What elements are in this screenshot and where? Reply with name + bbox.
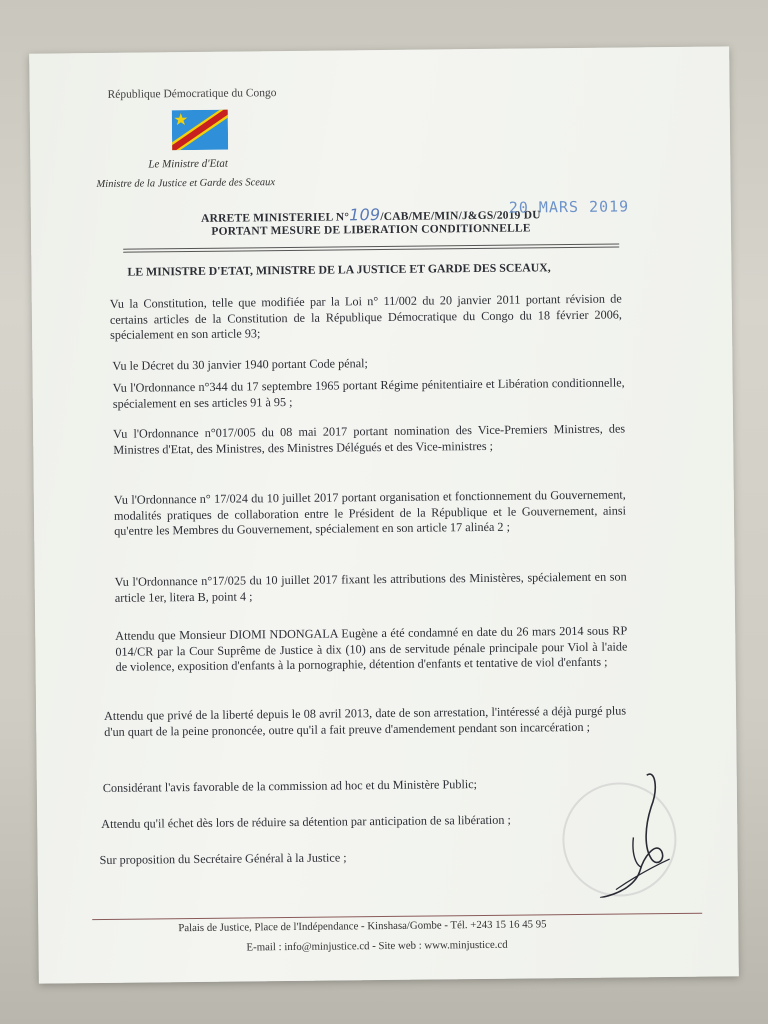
paragraph-ordonnance-17-024: Vu l'Ordonnance n° 17/024 du 10 juillet 2017 portant organisation et fonctionnement du Gouvernement, modalités pratiques de collaboration entre le Président de la République et le Gouvernement, ainsi qu'entre les Membres du Gouvernement, spécialement en son article 17 alinéa 2 ;: [113, 487, 627, 538]
footer-address: Palais de Justice, Place de l'Indépendance - Kinshasa/Gombe - Tél. +243 15 16 45 95: [178, 918, 547, 935]
ministry-title-line1: Le Ministre d'Etat: [148, 157, 228, 171]
paragraph-avis-favorable: Considérant l'avis favorable de la commission ad hoc et du Ministère Public;: [102, 777, 478, 795]
paragraph-ordonnance-017-005: Vu l'Ordonnance n°017/005 du 08 mai 2017 portant nomination des Vice-Premiers Ministres, des Ministres d'Etat, des Ministres, des Ministres Délégués et des Vice-ministres ;: [113, 421, 626, 457]
decree-number: 109: [349, 205, 381, 225]
decree-suffix: /CAB/ME/MIN/J&GS/2019 DU: [380, 209, 541, 224]
minister-heading: LE MINISTRE D'ETAT, MINISTRE DE LA JUSTICE ET GARDE DES SCEAUX,: [127, 260, 551, 279]
title-divider: [123, 244, 619, 253]
paragraph-proposition: Sur proposition du Secrétaire Général à la Justice ;: [99, 850, 347, 867]
decree-prefix: ARRETE MINISTERIEL N°: [200, 211, 350, 225]
paragraph-reduction: Attendu qu'il échet dès lors de réduire sa détention par anticipation de sa libération ;: [101, 812, 511, 831]
paragraph-constitution: Vu la Constitution, telle que modifiée par la Loi n° 11/002 du 20 janvier 2011 portant révision de certains articles de la Constitution de la République Démocratique du Congo du 18 février 2006, spécialement en son article 93;: [109, 291, 622, 342]
document-page: [29, 46, 739, 983]
paragraph-ordonnance-344: Vu l'Ordonnance n°344 du 17 septembre 1965 portant Régime pénitentiaire et Libération conditionnelle, spécialement en ses articles 91 à 95 ;: [112, 375, 625, 411]
paragraph-ordonnance-17-025: Vu l'Ordonnance n°17/025 du 10 juillet 2017 fixant les attributions des Ministères, spécialement en son article 1er, litera B, point 4 ;: [114, 569, 627, 605]
ministry-title-line2: Ministre de la Justice et Garde des Sceaux: [96, 177, 276, 190]
date-stamp: 20 MARS 2019: [508, 197, 630, 217]
decree-title-line2: PORTANT MESURE DE LIBERATION CONDITIONNELLE: [211, 222, 531, 238]
paragraph-detention: Attendu que privé de la liberté depuis le 08 avril 2013, date de son arrestation, l'intéressé a déjà purgé plus d'un quart de la peine prononcée, outre qu'il a fait preuve d'amendement pendant son incarcération ;: [104, 703, 627, 739]
paragraph-condamnation: Attendu que Monsieur DIOMI NDONGALA Eugène a été condamné en date du 26 mars 2014 sous RP 014/CR par la Cour Suprême de Justice à dix (10) ans de servitude pénale principale pour Viol à l'aide de violence, exposition d'enfants à la pornographie, détention d'enfants et tentative de viol d'enfants ;: [115, 623, 628, 674]
country-name: République Démocratique du Congo: [107, 87, 277, 101]
footer-contact: E-mail : info@minjustice.cd - Site web : www.minjustice.cd: [246, 938, 508, 954]
paragraph-code-penal: Vu le Décret du 30 janvier 1940 portant Code pénal;: [112, 356, 368, 373]
handwritten-signature: [585, 767, 676, 898]
drc-flag-icon: [172, 110, 228, 151]
